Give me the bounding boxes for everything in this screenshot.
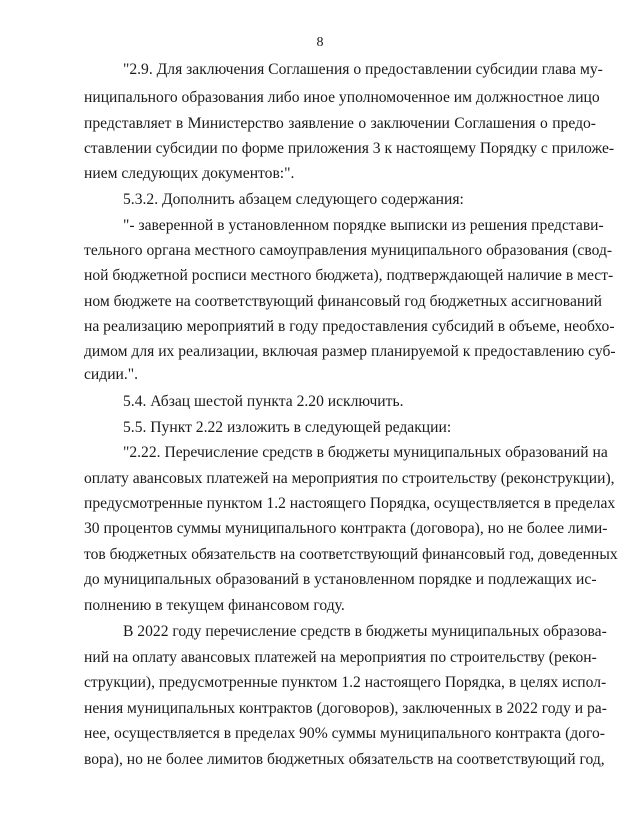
text-line: 30 процентов суммы муниципального контракта (договора), но не более лими- (84, 520, 608, 537)
text-line: нее, осуществляется в пределах 90% суммы муниципального контракта (дого- (84, 725, 605, 742)
text-line: ной бюджетной росписи местного бюджета), подтверждающей наличие в мест- (84, 267, 614, 284)
page-number: 8 (316, 35, 324, 50)
text-line: на реализацию мероприятий в году предоставления субсидий в объеме, необхо- (84, 318, 615, 335)
text-line: представляет в Министерство заявление о заключении Соглашения о предо- (84, 115, 596, 132)
text-line: 5.3.2. Дополнить абзацем следующего содержания: (123, 191, 464, 208)
text-line: нием следующих документов:". (84, 165, 295, 182)
text-line: "- заверенной в установленном порядке выписки из решения представи- (123, 217, 604, 234)
text-line: тов бюджетных обязательств на соответствующий финансовый год, доведенных (84, 546, 618, 563)
text-line: ставлении субсидии по форме приложения 3 к настоящему Порядку с приложе- (84, 140, 615, 157)
text-line: вора), но не более лимитов бюджетных обязательств на соответствующий год, (84, 751, 605, 768)
text-line: В 2022 году перечисление средств в бюджеты муниципальных образова- (123, 623, 607, 640)
text-line: ниципального образования либо иное уполномоченное им должностное лицо (84, 89, 600, 106)
text-line: тельного органа местного самоуправления муниципального образования (свод- (84, 242, 613, 259)
text-line: ний на оплату авансовых платежей на мероприятия по строительству (рекон- (84, 649, 597, 666)
text-line: полнению в текущем финансовом году. (84, 597, 345, 614)
text-line: димом для их реализации, включая размер планируемой к предоставлению суб- (84, 343, 616, 360)
text-line: оплату авансовых платежей на мероприятия по строительству (реконструкции), (84, 470, 615, 487)
text-line: предусмотренные пунктом 1.2 настоящего Порядка, осуществляется в пределах (84, 495, 616, 512)
text-line: сидии.". (84, 366, 139, 383)
text-line: до муниципальных образований в установленном порядке и подлежащих ис- (84, 571, 597, 588)
text-line: "2.9. Для заключения Соглашения о предоставлении субсидии глава му- (123, 61, 603, 78)
text-line: "2.22. Перечисление средств в бюджеты муниципальных образований на (123, 444, 608, 461)
text-line: ном бюджете на соответствующий финансовый год бюджетных ассигнований (84, 293, 602, 310)
text-line: 5.4. Абзац шестой пункта 2.20 исключить. (123, 393, 404, 410)
text-line: нения муниципальных контрактов (договоров), заключенных в 2022 году и ра- (84, 700, 607, 717)
text-line: 5.5. Пункт 2.22 изложить в следующей редакции: (123, 419, 452, 436)
text-line: струкции), предусмотренные пунктом 1.2 настоящего Порядка, в целях испол- (84, 674, 607, 691)
